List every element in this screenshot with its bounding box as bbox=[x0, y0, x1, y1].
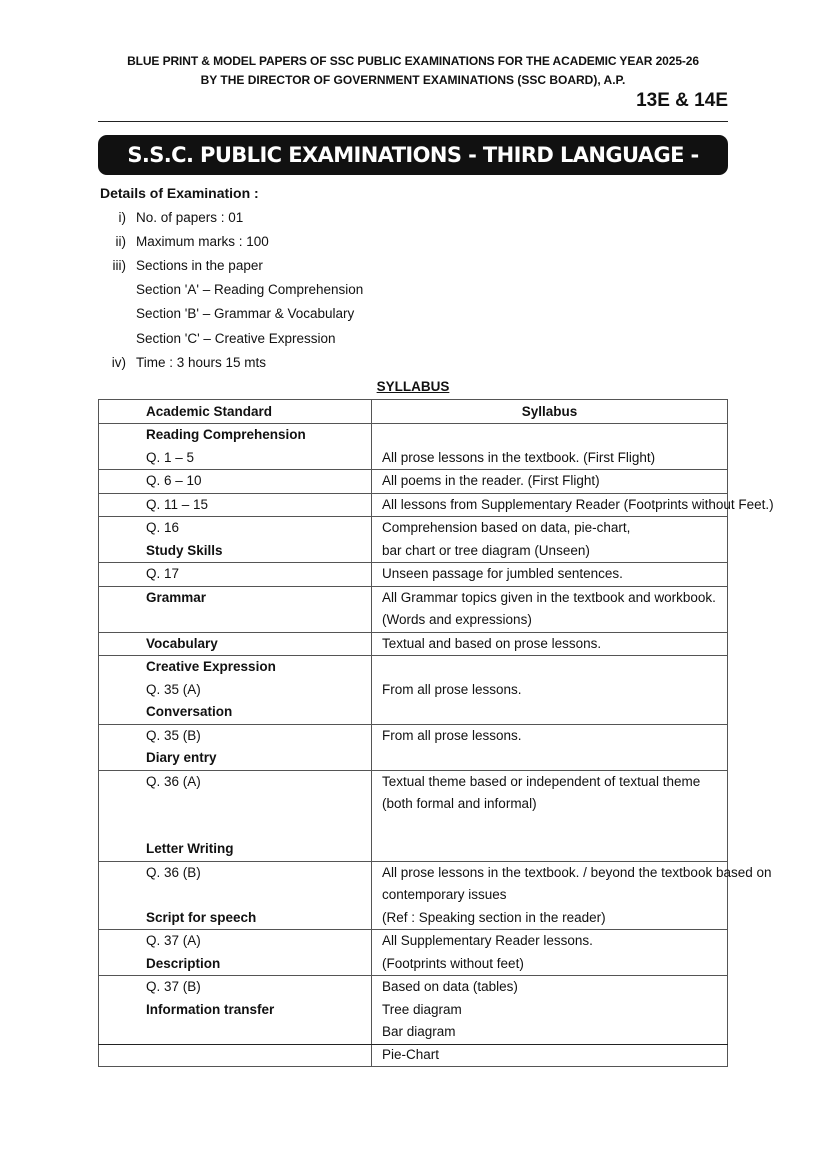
table-row bbox=[99, 770, 728, 861]
details-item-number: i) bbox=[118, 210, 126, 225]
syllabus-line: From all prose lessons. bbox=[382, 727, 522, 743]
academic-standard-line: Letter Writing bbox=[146, 841, 234, 856]
details-item-text: No. of papers : 01 bbox=[136, 210, 244, 225]
academic-standard-line: Q. 37 (A) bbox=[146, 933, 201, 948]
academic-standard-cell bbox=[99, 724, 372, 770]
title-banner: S.S.C. PUBLIC EXAMINATIONS - THIRD LANGUAGE - ENGLISH bbox=[98, 135, 728, 175]
table-row bbox=[99, 656, 728, 725]
academic-standard-cell bbox=[99, 930, 372, 976]
syllabus-table bbox=[98, 399, 774, 1067]
table-row bbox=[99, 424, 728, 470]
column-header-syllabus: Syllabus bbox=[372, 400, 728, 424]
syllabus-line: All lessons from Supplementary Reader (Footprints without Feet.) bbox=[382, 496, 774, 512]
academic-standard-line bbox=[146, 884, 371, 907]
academic-standard-line bbox=[146, 1021, 371, 1044]
syllabus-cell bbox=[372, 517, 728, 563]
academic-standard-cell bbox=[99, 563, 372, 587]
details-item-text: Section 'B' – Grammar & Vocabulary bbox=[136, 306, 355, 321]
syllabus-cell bbox=[372, 976, 728, 1067]
table-row bbox=[99, 470, 728, 494]
academic-standard-cell bbox=[99, 976, 372, 1067]
syllabus-cell bbox=[372, 563, 728, 587]
details-item-text: Sections in the paper bbox=[136, 258, 263, 273]
table-row bbox=[99, 861, 728, 930]
syllabus-line: Textual and based on prose lessons. bbox=[382, 635, 602, 651]
syllabus-cell bbox=[372, 770, 728, 861]
academic-standard-line bbox=[146, 793, 371, 816]
syllabus-line bbox=[382, 424, 727, 447]
syllabus-line: Unseen passage for jumbled sentences. bbox=[382, 566, 623, 581]
syllabus-line: (Words and expressions) bbox=[382, 612, 532, 627]
academic-standard-line: Conversation bbox=[146, 704, 233, 719]
details-item-number: iii) bbox=[112, 258, 126, 273]
syllabus-cell bbox=[372, 424, 728, 470]
academic-standard-line: Study Skills bbox=[146, 542, 223, 558]
syllabus-line: Bar diagram bbox=[382, 1024, 456, 1039]
table-row bbox=[99, 976, 728, 1067]
syllabus-line: All Supplementary Reader lessons. bbox=[382, 933, 593, 948]
academic-standard-line: Q. 35 (A) bbox=[146, 681, 201, 697]
syllabus-title: SYLLABUS bbox=[376, 379, 450, 394]
academic-standard-line: Q. 6 – 10 bbox=[146, 473, 202, 488]
academic-standard-line: Q. 11 – 15 bbox=[146, 496, 209, 512]
details-item-number: iv) bbox=[111, 355, 126, 370]
details-item-text: Section 'C' – Creative Expression bbox=[136, 331, 336, 346]
syllabus-cell bbox=[372, 656, 728, 725]
academic-standard-line: Reading Comprehension bbox=[146, 427, 306, 442]
academic-standard-cell bbox=[99, 656, 372, 725]
syllabus-line: (both formal and informal) bbox=[382, 796, 537, 811]
syllabus-line: Tree diagram bbox=[382, 1001, 462, 1017]
table-row bbox=[99, 586, 728, 632]
academic-standard-line bbox=[146, 1044, 371, 1067]
table-row bbox=[99, 563, 728, 587]
academic-standard-line: Q. 35 (B) bbox=[146, 727, 201, 743]
academic-standard-line: Q. 1 – 5 bbox=[146, 449, 195, 465]
academic-standard-line: Description bbox=[146, 955, 221, 971]
syllabus-line bbox=[382, 838, 727, 861]
table-row bbox=[99, 930, 728, 976]
syllabus-cell bbox=[372, 724, 728, 770]
syllabus-cell bbox=[372, 632, 728, 656]
academic-standard-cell bbox=[99, 632, 372, 656]
syllabus-line: Textual theme based or independent of textual theme bbox=[382, 773, 701, 789]
details-item-text: Time : 3 hours 15 mts bbox=[136, 355, 267, 370]
academic-standard-cell bbox=[99, 770, 372, 861]
syllabus-line: All prose lessons in the textbook. (First Flight) bbox=[382, 449, 656, 465]
academic-standard-line bbox=[146, 816, 371, 839]
syllabus-line: contemporary issues bbox=[382, 887, 507, 902]
academic-standard-cell bbox=[99, 517, 372, 563]
academic-standard-line: Creative Expression bbox=[146, 659, 276, 674]
academic-standard-line: Q. 37 (B) bbox=[146, 979, 201, 994]
academic-standard-cell bbox=[99, 861, 372, 930]
header-line-1: BLUE PRINT & MODEL PAPERS OF SSC PUBLIC EXAMINATIONS FOR THE ACADEMIC YEAR 2025-26 bbox=[127, 54, 699, 68]
syllabus-line: Comprehension based on data, pie-chart, bbox=[382, 520, 631, 535]
syllabus-cell bbox=[372, 861, 772, 930]
academic-standard-line: Diary entry bbox=[146, 750, 217, 765]
academic-standard-line: Q. 17 bbox=[146, 566, 180, 581]
table-header-row bbox=[99, 400, 728, 424]
academic-standard-line: Script for speech bbox=[146, 909, 257, 925]
header-line-2: BY THE DIRECTOR OF GOVERNMENT EXAMINATIONS (SSC BOARD), A.P. bbox=[200, 73, 626, 87]
bottom-rule bbox=[98, 1044, 728, 1045]
syllabus-line bbox=[382, 701, 727, 724]
academic-standard-cell bbox=[99, 470, 372, 494]
table-row bbox=[99, 517, 728, 563]
details-item-number: ii) bbox=[115, 234, 126, 249]
syllabus-line: All poems in the reader. (First Flight) bbox=[382, 473, 600, 488]
academic-standard-line: Q. 36 (B) bbox=[146, 864, 201, 880]
top-rule bbox=[98, 121, 728, 122]
details-item-text: Section 'A' – Reading Comprehension bbox=[136, 282, 364, 297]
syllabus-line bbox=[382, 656, 727, 679]
details-item-text: Maximum marks : 100 bbox=[136, 234, 269, 249]
syllabus-cell bbox=[372, 586, 728, 632]
table-row bbox=[99, 724, 728, 770]
academic-standard-cell bbox=[99, 493, 372, 517]
syllabus-cell bbox=[372, 493, 774, 517]
syllabus-line: All Grammar topics given in the textbook and workbook. bbox=[382, 589, 716, 605]
syllabus-line bbox=[382, 816, 727, 839]
syllabus-line: From all prose lessons. bbox=[382, 681, 522, 697]
syllabus-line: (Ref : Speaking section in the reader) bbox=[382, 909, 606, 925]
academic-standard-line: Q. 36 (A) bbox=[146, 773, 201, 789]
academic-standard-cell bbox=[99, 586, 372, 632]
syllabus-line: Based on data (tables) bbox=[382, 979, 518, 994]
syllabus-line: (Footprints without feet) bbox=[382, 955, 524, 971]
paper-code: 13E & 14E bbox=[636, 90, 728, 111]
syllabus-line bbox=[382, 747, 727, 770]
column-header-academic-standard: Academic Standard bbox=[99, 400, 372, 424]
table-row bbox=[99, 632, 728, 656]
syllabus-line: bar chart or tree diagram (Unseen) bbox=[382, 542, 590, 558]
academic-standard-line: Vocabulary bbox=[146, 635, 218, 651]
syllabus-line: Pie-Chart bbox=[382, 1046, 440, 1062]
academic-standard-line: Information transfer bbox=[146, 1001, 275, 1017]
table-row bbox=[99, 493, 728, 517]
syllabus-cell bbox=[372, 470, 728, 494]
syllabus-cell bbox=[372, 930, 728, 976]
details-heading: Details of Examination : bbox=[100, 185, 259, 201]
academic-standard-cell bbox=[99, 424, 372, 470]
academic-standard-line: Grammar bbox=[146, 589, 207, 605]
academic-standard-line: Q. 16 bbox=[146, 520, 180, 535]
syllabus-line: All prose lessons in the textbook. / beyond the textbook based on bbox=[382, 864, 772, 880]
